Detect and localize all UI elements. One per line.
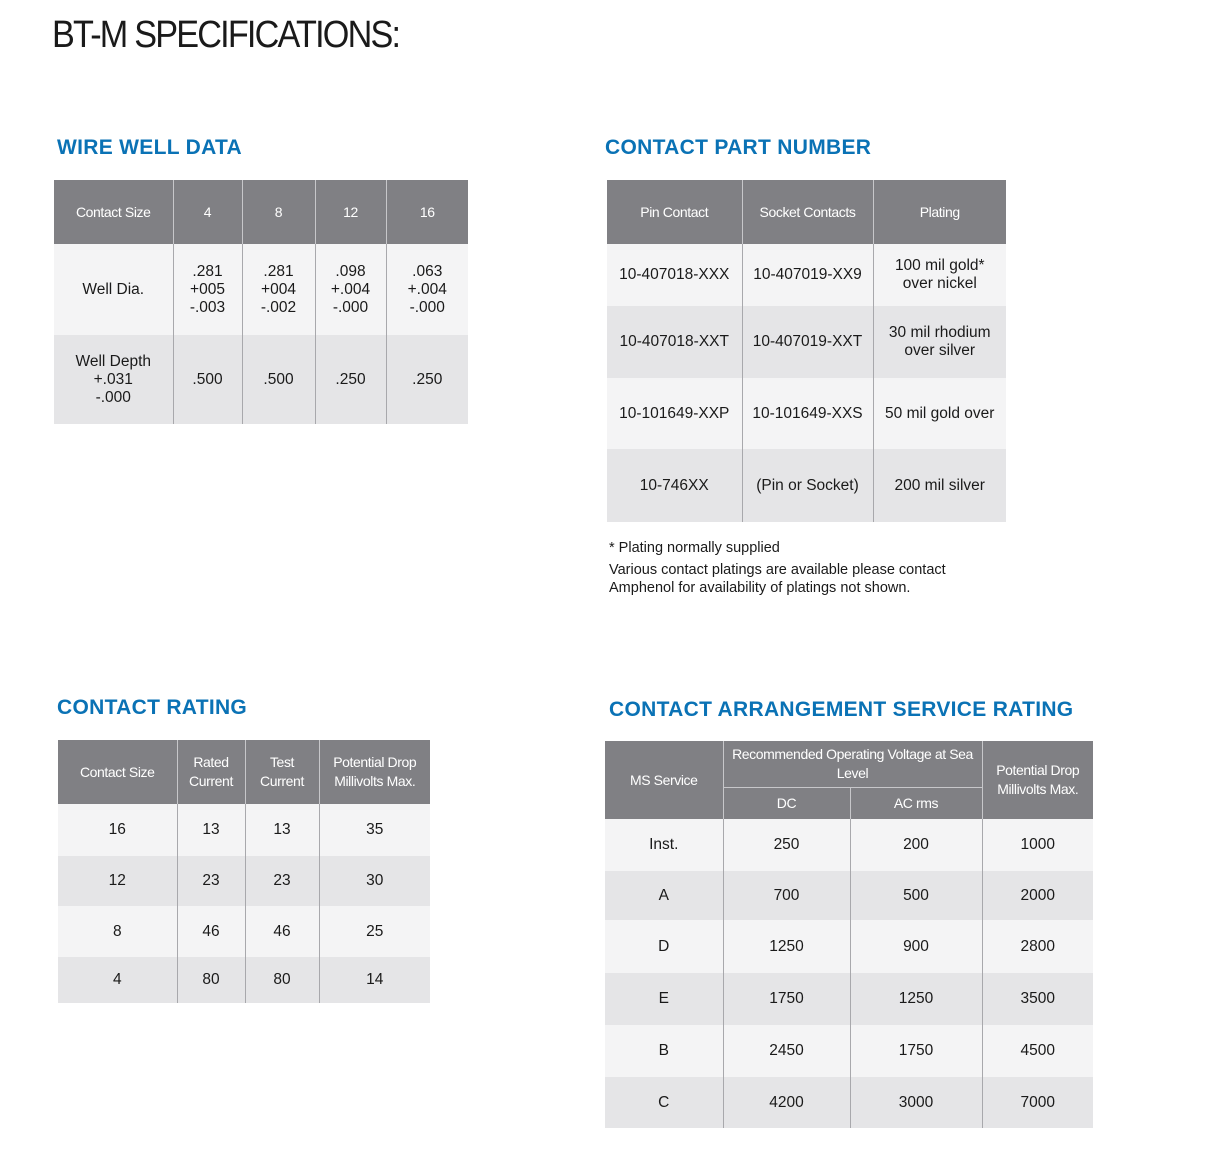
table-cell: .500 (242, 335, 315, 424)
column-header: Pin Contact (607, 180, 742, 244)
page-title: BT-M SPECIFICATIONS: (52, 14, 400, 56)
table-cell: 1000 (982, 819, 1093, 871)
table-cell: 10-407019-XXT (742, 306, 873, 378)
column-header-dc: DC (723, 787, 850, 819)
table-cell: .500 (173, 335, 242, 424)
table-cell: 4200 (723, 1077, 850, 1128)
column-header: 4 (173, 180, 242, 244)
table-cell: 3500 (982, 973, 1093, 1025)
table-cell: 10-746XX (607, 449, 742, 522)
table-cell: .250 (315, 335, 386, 424)
row-label: Well Depth +.031 -.000 (54, 335, 173, 424)
table-cell: 10-101649-XXS (742, 378, 873, 449)
table-cell: 3000 (850, 1077, 982, 1128)
column-header: Potential Drop Millivolts Max. (319, 740, 430, 804)
plating-footnote: * Plating normally supplied (609, 540, 780, 556)
table-row (607, 378, 1006, 449)
table-cell: Inst. (605, 819, 723, 871)
table-cell: C (605, 1077, 723, 1128)
table-cell: 25 (319, 906, 430, 957)
table-cell: 13 (177, 804, 245, 856)
table-cell: 80 (177, 957, 245, 1003)
table-cell: 900 (850, 920, 982, 973)
table-cell: D (605, 920, 723, 973)
table-cell: B (605, 1025, 723, 1077)
table-row (605, 1025, 1093, 1077)
table-row (58, 856, 430, 906)
table-cell: .281 +005 -.003 (173, 244, 242, 335)
table-cell: .281 +004 -.002 (242, 244, 315, 335)
table-cell: 2000 (982, 871, 1093, 920)
table-row (58, 906, 430, 957)
table-row (54, 244, 468, 335)
column-header: 12 (315, 180, 386, 244)
column-header: Test Current (245, 740, 319, 804)
table-cell: .250 (386, 335, 468, 424)
table-row (607, 244, 1006, 306)
table-cell: 35 (319, 804, 430, 856)
contact-part-title: CONTACT PART NUMBER (605, 136, 872, 159)
column-header: Plating (873, 180, 1006, 244)
table-cell: 2800 (982, 920, 1093, 973)
table-row (607, 306, 1006, 378)
table-cell: 8 (58, 906, 177, 957)
table-header-row (58, 740, 430, 804)
column-header: 8 (242, 180, 315, 244)
wire-well-title: WIRE WELL DATA (57, 136, 243, 159)
table-cell: 50 mil gold over (873, 378, 1006, 449)
table-cell: 23 (177, 856, 245, 906)
table-cell: 4500 (982, 1025, 1093, 1077)
plating-note: Various contact platings are available please contact Amphenol for availability of platings not shown. (609, 562, 946, 596)
contact-part-table (607, 180, 1006, 522)
table-row (605, 920, 1093, 973)
table-header-row (605, 741, 1093, 787)
table-cell: 700 (723, 871, 850, 920)
table-cell: A (605, 871, 723, 920)
column-header-voltage: Recommended Operating Voltage at Sea Level (723, 741, 982, 787)
table-cell: 200 (850, 819, 982, 871)
table-cell: 23 (245, 856, 319, 906)
table-cell: 46 (245, 906, 319, 957)
table-cell: 14 (319, 957, 430, 1003)
row-label: Well Dia. (54, 244, 173, 335)
column-header-ac-rms: AC rms (850, 787, 982, 819)
table-cell: 1250 (723, 920, 850, 973)
table-cell: 30 mil rhodium over silver (873, 306, 1006, 378)
table-cell: 10-407018-XXT (607, 306, 742, 378)
table-cell: 1750 (850, 1025, 982, 1077)
contact-rating-title: CONTACT RATING (57, 696, 248, 719)
table-cell: 12 (58, 856, 177, 906)
table-cell: 46 (177, 906, 245, 957)
table-cell: .098 +.004 -.000 (315, 244, 386, 335)
column-header: Socket Contacts (742, 180, 873, 244)
table-row (605, 1077, 1093, 1128)
table-row (605, 973, 1093, 1025)
table-cell: 4 (58, 957, 177, 1003)
table-cell: 10-407019-XX9 (742, 244, 873, 306)
table-cell: (Pin or Socket) (742, 449, 873, 522)
table-header-row (54, 180, 468, 244)
table-cell: 7000 (982, 1077, 1093, 1128)
table-cell: 30 (319, 856, 430, 906)
table-row (607, 449, 1006, 522)
service-rating-table (605, 741, 1093, 1128)
table-cell: 80 (245, 957, 319, 1003)
table-cell: 250 (723, 819, 850, 871)
table-cell: 200 mil silver (873, 449, 1006, 522)
table-row (605, 819, 1093, 871)
column-header: Contact Size (58, 740, 177, 804)
table-row (58, 957, 430, 1003)
table-cell: 100 mil gold* over nickel (873, 244, 1006, 306)
table-header-row (607, 180, 1006, 244)
column-header: 16 (386, 180, 468, 244)
column-header-ms-service: MS Service (605, 741, 723, 819)
table-row (58, 804, 430, 856)
table-row (605, 871, 1093, 920)
column-header: Contact Size (54, 180, 173, 244)
contact-rating-table (58, 740, 430, 1003)
table-row (54, 335, 468, 424)
column-header-potential-drop: Potential Drop Millivolts Max. (982, 741, 1093, 819)
table-cell: 500 (850, 871, 982, 920)
column-header: Rated Current (177, 740, 245, 804)
table-cell: .063 +.004 -.000 (386, 244, 468, 335)
table-cell: 13 (245, 804, 319, 856)
table-cell: 10-407018-XXX (607, 244, 742, 306)
service-rating-title: CONTACT ARRANGEMENT SERVICE RATING (609, 698, 1074, 721)
table-cell: 1750 (723, 973, 850, 1025)
table-cell: E (605, 973, 723, 1025)
table-cell: 10-101649-XXP (607, 378, 742, 449)
wire-well-table (54, 180, 468, 424)
table-cell: 2450 (723, 1025, 850, 1077)
table-cell: 1250 (850, 973, 982, 1025)
table-cell: 16 (58, 804, 177, 856)
